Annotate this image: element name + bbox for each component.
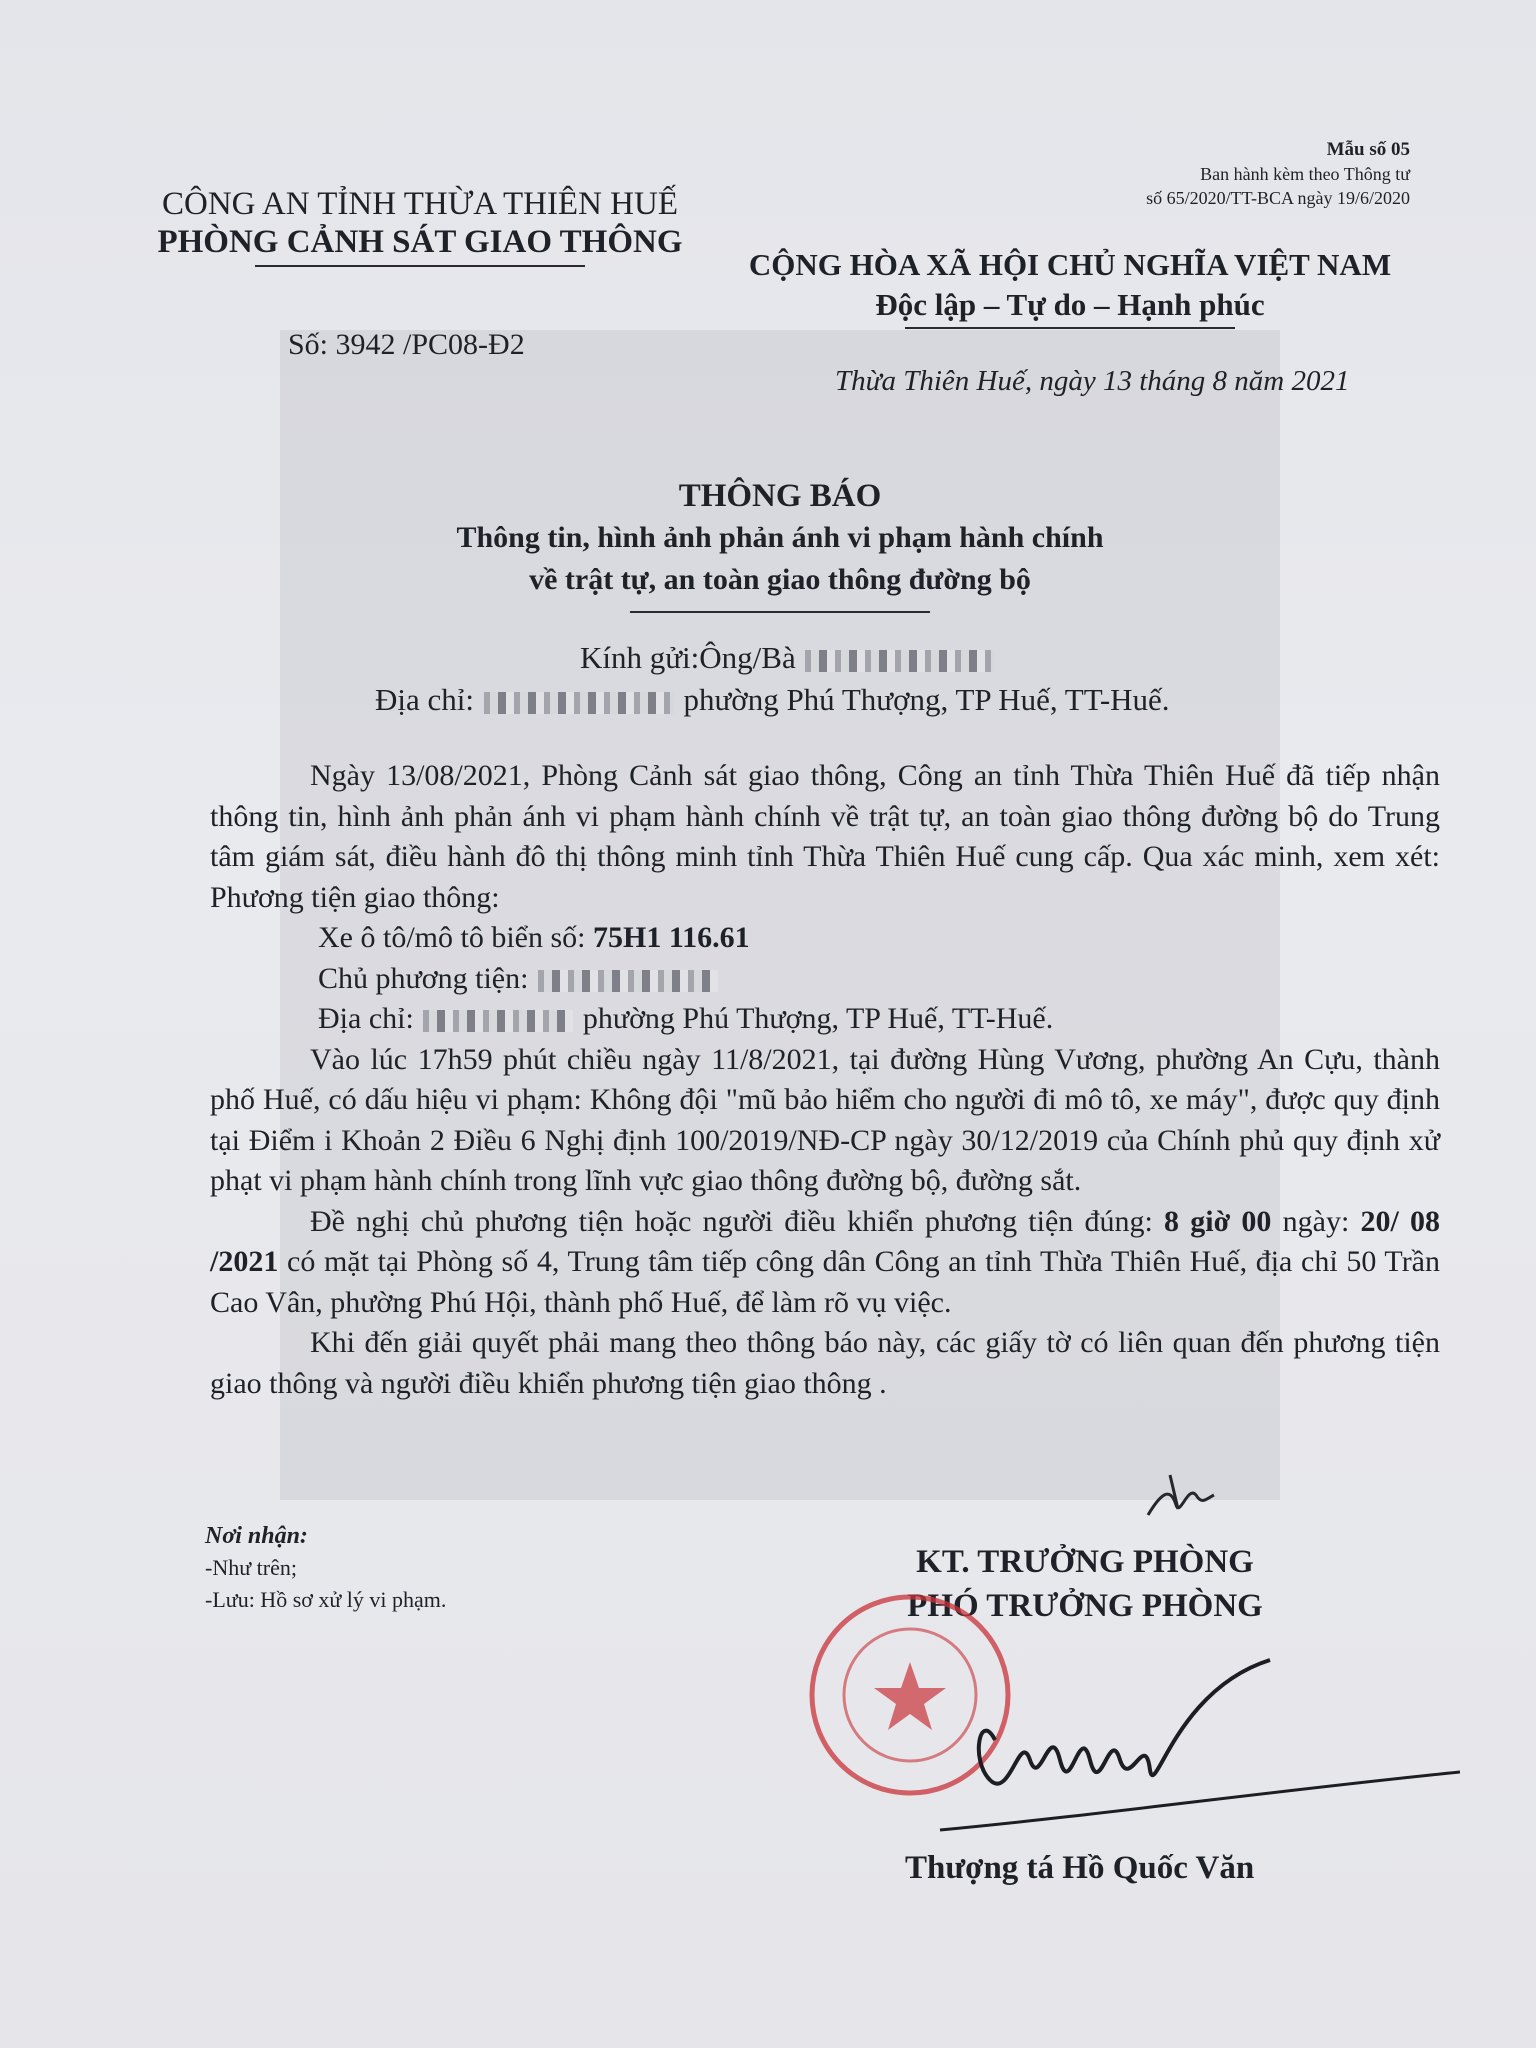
motto-underline <box>905 327 1235 329</box>
document-number: Số: 3942 /PC08-Đ2 <box>288 328 525 361</box>
form-reference <box>1070 138 1410 210</box>
redacted-owner <box>538 970 718 992</box>
form-issued-line2: số 65/2020/TT-BCA ngày 19/6/2020 <box>1146 188 1410 208</box>
appointment-time: 8 giờ 00 <box>1164 1204 1272 1238</box>
owner-label: Chủ phương tiện: <box>318 961 529 995</box>
form-number: Mẫu số 05 <box>1326 139 1410 160</box>
receivers-heading: Nơi nhận: <box>205 1523 308 1549</box>
country-name: CỘNG HÒA XÃ HỘI CHỦ NGHĨA VIỆT NAM <box>748 247 1392 282</box>
receiver-item-2: -Lưu: Hồ sơ xử lý vi phạm. <box>205 1587 447 1612</box>
signature-line-2: PHÓ TRƯỞNG PHÒNG <box>907 1588 1263 1624</box>
owner-address-line <box>210 999 1440 1040</box>
address-label: Địa chỉ: <box>375 682 474 717</box>
recipient-address <box>375 682 1170 718</box>
plate-line <box>210 918 1440 959</box>
owner-address-label: Địa chỉ: <box>318 1002 414 1035</box>
handwritten-signature-icon <box>900 1650 1460 1860</box>
document-subtitle-line2: về trật tự, an toàn giao thông đường bộ <box>529 563 1031 596</box>
p3-part-b: ngày: <box>1282 1204 1350 1238</box>
agency-underline <box>255 265 585 267</box>
plate-value: 75H1 116.61 <box>592 921 750 954</box>
signer-name: Thượng tá Hồ Quốc Văn <box>905 1850 1255 1886</box>
receivers-block <box>205 1520 446 1616</box>
owner-line <box>210 959 1440 1000</box>
address-tail: phường Phú Thượng, TP Huế, TT-Huế. <box>683 682 1170 717</box>
dateline: Thừa Thiên Huế, ngày 13 tháng 8 năm 2021 <box>835 365 1350 397</box>
title-underline <box>630 611 930 613</box>
body-paragraph-3 <box>210 1202 1440 1324</box>
country-motto: Độc lập – Tự do – Hạnh phúc <box>875 287 1265 322</box>
appointment-date: 20/ 08 /2021 <box>210 1204 1441 1278</box>
redacted-name <box>805 650 995 672</box>
p3-part-c: có mặt tại Phòng số 4, Trung tâm tiếp công dân Công an tỉnh Thừa Thiên Huế, địa chỉ 50 Trần Cao Vân, phường Phú Hội, thành phố Huế, để làm rõ vụ việc. <box>210 1245 1440 1319</box>
body-paragraph-2: Vào lúc 17h59 phút chiều ngày 11/8/2021, tại đường Hùng Vương, phường An Cựu, thành phố Huế, có dấu hiệu vi phạm: Không đội "mũ bảo hiểm cho người đi mô tô, xe máy", được quy định tại Điểm i Khoản 2 Điều 6 Nghị định 100/2019/NĐ-CP ngày 30/12/2019 của Chính phủ quy định xử phạt vi phạm hành chính trong lĩnh vực giao thông đường bộ, đường sắt. <box>210 1042 1440 1197</box>
document-subtitle-line1: Thông tin, hình ảnh phản ánh vi phạm hành chính <box>456 521 1104 554</box>
body-paragraph-4: Khi đến giải quyết phải mang theo thông báo này, các giấy tờ có liên quan đến phương tiện giao thông và người điều khiển phương tiện giao thông . <box>210 1326 1440 1400</box>
national-header <box>730 245 1410 329</box>
receiver-item-1: -Như trên; <box>205 1555 297 1580</box>
title-block <box>380 475 1180 613</box>
signature-line-1: KT. TRƯỞNG PHÒNG <box>916 1544 1254 1580</box>
document-title: THÔNG BÁO <box>678 478 882 514</box>
redacted-address <box>484 692 674 714</box>
plate-label: Xe ô tô/mô tô biển số: <box>318 921 586 954</box>
agency-parent: CÔNG AN TỈNH THỪA THIÊN HUẾ <box>161 186 678 222</box>
redacted-owner-address <box>423 1010 573 1032</box>
recipient-label: Kính gửi:Ông/Bà <box>580 640 796 675</box>
document-body <box>210 756 1440 1404</box>
form-issued-line1: Ban hành kèm theo Thông tư <box>1200 164 1410 184</box>
agency-office: PHÒNG CẢNH SÁT GIAO THÔNG <box>157 224 683 260</box>
recipient-line <box>580 640 997 676</box>
p3-part-a: Đề nghị chủ phương tiện hoặc người điều khiển phương tiện đúng: <box>310 1204 1153 1238</box>
body-paragraph-1: Ngày 13/08/2021, Phòng Cảnh sát giao thông, Công an tỉnh Thừa Thiên Huế đã tiếp nhận thông tin, hình ảnh phản ánh vi phạm hành chính về trật tự, an toàn giao thông đường bộ do Trung tâm giám sát, điều hành đô thị thông minh tỉnh Thừa Thiên Huế cung cấp. Qua xác minh, xem xét: Phương tiện giao thông: <box>210 759 1440 914</box>
initial-mark-icon <box>1140 1465 1220 1525</box>
agency-header <box>150 185 690 267</box>
owner-address-tail: phường Phú Thượng, TP Huế, TT-Huế. <box>582 1002 1054 1035</box>
